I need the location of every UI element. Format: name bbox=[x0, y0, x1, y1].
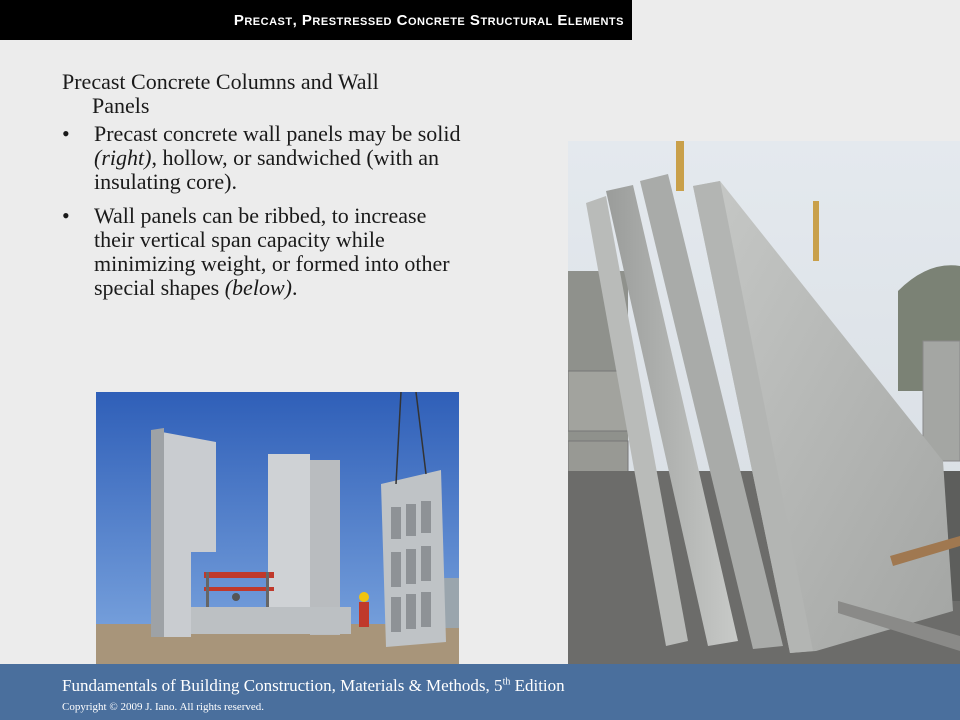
ribbed-panels-image bbox=[96, 392, 459, 664]
bullet-text: . bbox=[291, 275, 298, 300]
edition-superscript: th bbox=[502, 676, 511, 688]
heading-line-2: Panels bbox=[92, 93, 150, 118]
book-edition: Edition bbox=[510, 676, 565, 695]
slide-footer bbox=[0, 664, 960, 720]
bullet-list bbox=[62, 122, 462, 300]
slide-title-bar bbox=[0, 0, 632, 40]
bullet-text: Precast concrete wall panels may be solid bbox=[94, 121, 461, 146]
solid-wall-panels-photo bbox=[568, 141, 960, 664]
slide-content bbox=[62, 70, 462, 310]
book-title: Fundamentals of Building Construction, Materials & Methods, 5 bbox=[62, 676, 503, 695]
slide-title: Precast, Prestressed Concrete Structural Elements bbox=[233, 11, 624, 29]
ribbed-panels-construction-photo bbox=[96, 392, 459, 664]
bullet-item bbox=[62, 122, 462, 194]
bullet-text: , hollow, or sandwiched (with an insulating core). bbox=[94, 145, 440, 194]
bullet-item bbox=[62, 204, 462, 300]
copyright-notice: Copyright © 2009 J. Iano. All rights reserved. bbox=[62, 701, 265, 713]
bullet-text: Wall panels can be ribbed, to increase their vertical span capacity while minimizing weight, or formed into other special shapes bbox=[94, 203, 450, 300]
bullet-emphasis: (right) bbox=[94, 145, 152, 170]
section-heading bbox=[62, 70, 462, 118]
heading-line-1: Precast Concrete Columns and Wall bbox=[62, 69, 379, 94]
book-citation bbox=[62, 676, 565, 696]
solid-wall-panels-image bbox=[568, 141, 960, 664]
bullet-emphasis: (below) bbox=[224, 275, 292, 300]
